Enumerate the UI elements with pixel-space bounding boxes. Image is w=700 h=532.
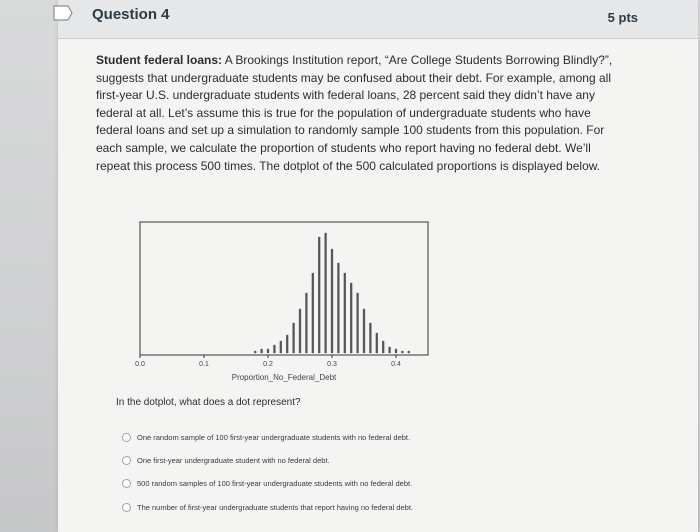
x-tick-label: 0.4	[391, 361, 401, 368]
question-points: 5 pts	[607, 10, 638, 25]
answer-option-label: The number of first-year undergraduate students that report having no federal debt.	[137, 502, 413, 512]
dot	[376, 333, 379, 336]
radio-button[interactable]	[122, 503, 131, 512]
question-lead: Student federal loans:	[96, 53, 223, 67]
dot	[280, 341, 283, 344]
x-tick-label: 0.0	[135, 361, 145, 368]
question-body	[96, 52, 616, 175]
radio-button[interactable]	[122, 433, 131, 442]
answer-option-2[interactable]	[122, 453, 330, 467]
dot	[299, 309, 302, 312]
answer-option-3[interactable]	[122, 476, 412, 490]
dot	[260, 349, 263, 352]
dot	[331, 249, 334, 252]
answer-option-label: One first-year undergraduate student with no federal debt.	[137, 455, 330, 465]
question-title: Question 4	[92, 6, 170, 23]
dot	[318, 237, 321, 240]
dot	[286, 335, 289, 338]
dot	[356, 293, 359, 296]
x-tick-label: 0.3	[327, 361, 337, 368]
dot	[312, 273, 315, 276]
dot	[363, 309, 366, 312]
question-prompt: In the dotplot, what does a dot represent?	[116, 397, 301, 408]
dot	[401, 351, 404, 354]
plot-frame	[140, 222, 428, 355]
x-tick-label: 0.1	[199, 361, 209, 368]
x-axis-label: Proportion_No_Federal_Debt	[231, 373, 337, 382]
x-tick-label: 0.2	[263, 361, 273, 368]
dotplot-chart	[128, 220, 448, 390]
radio-button[interactable]	[122, 479, 131, 488]
answer-option-4[interactable]	[122, 500, 413, 514]
dot	[408, 351, 411, 354]
dot	[382, 341, 385, 344]
question-body-text: A Brookings Institution report, “Are College Students Borrowing Blindly?”, suggests that undergraduate students may be confused about their debt. For example, among all first-year U.S. undergraduate students with federal loans, 28 percent said they didn’t have any federal at all. Let’s assume this is true for the population of undergraduate students who have federal loans and set up a simulation to randomly sample 100 students from this population. For each sample, we calculate the proportion of students who report having no federal debt. We’ll repeat this process 500 times. The dotplot of the 500 calculated proportions is displayed below.	[96, 53, 613, 173]
answer-option-label: One random sample of 100 first-year undergraduate students with no federal debt.	[137, 432, 411, 442]
flag-icon[interactable]	[52, 4, 74, 22]
question-card	[58, 0, 698, 532]
dot	[273, 345, 276, 348]
question-header	[58, 0, 698, 39]
dot	[324, 233, 327, 236]
radio-button[interactable]	[122, 456, 131, 465]
dot	[350, 283, 353, 286]
answer-option-1[interactable]	[122, 430, 410, 444]
dot	[344, 273, 347, 276]
dot	[395, 349, 398, 352]
dot	[254, 351, 257, 354]
dot	[267, 349, 270, 352]
dot	[292, 323, 295, 326]
dot	[337, 263, 340, 266]
dot	[388, 347, 391, 350]
dot	[305, 293, 308, 296]
answer-option-label: 500 random samples of 100 first-year undergraduate students with no federal debt.	[137, 478, 413, 488]
dot	[369, 323, 372, 326]
